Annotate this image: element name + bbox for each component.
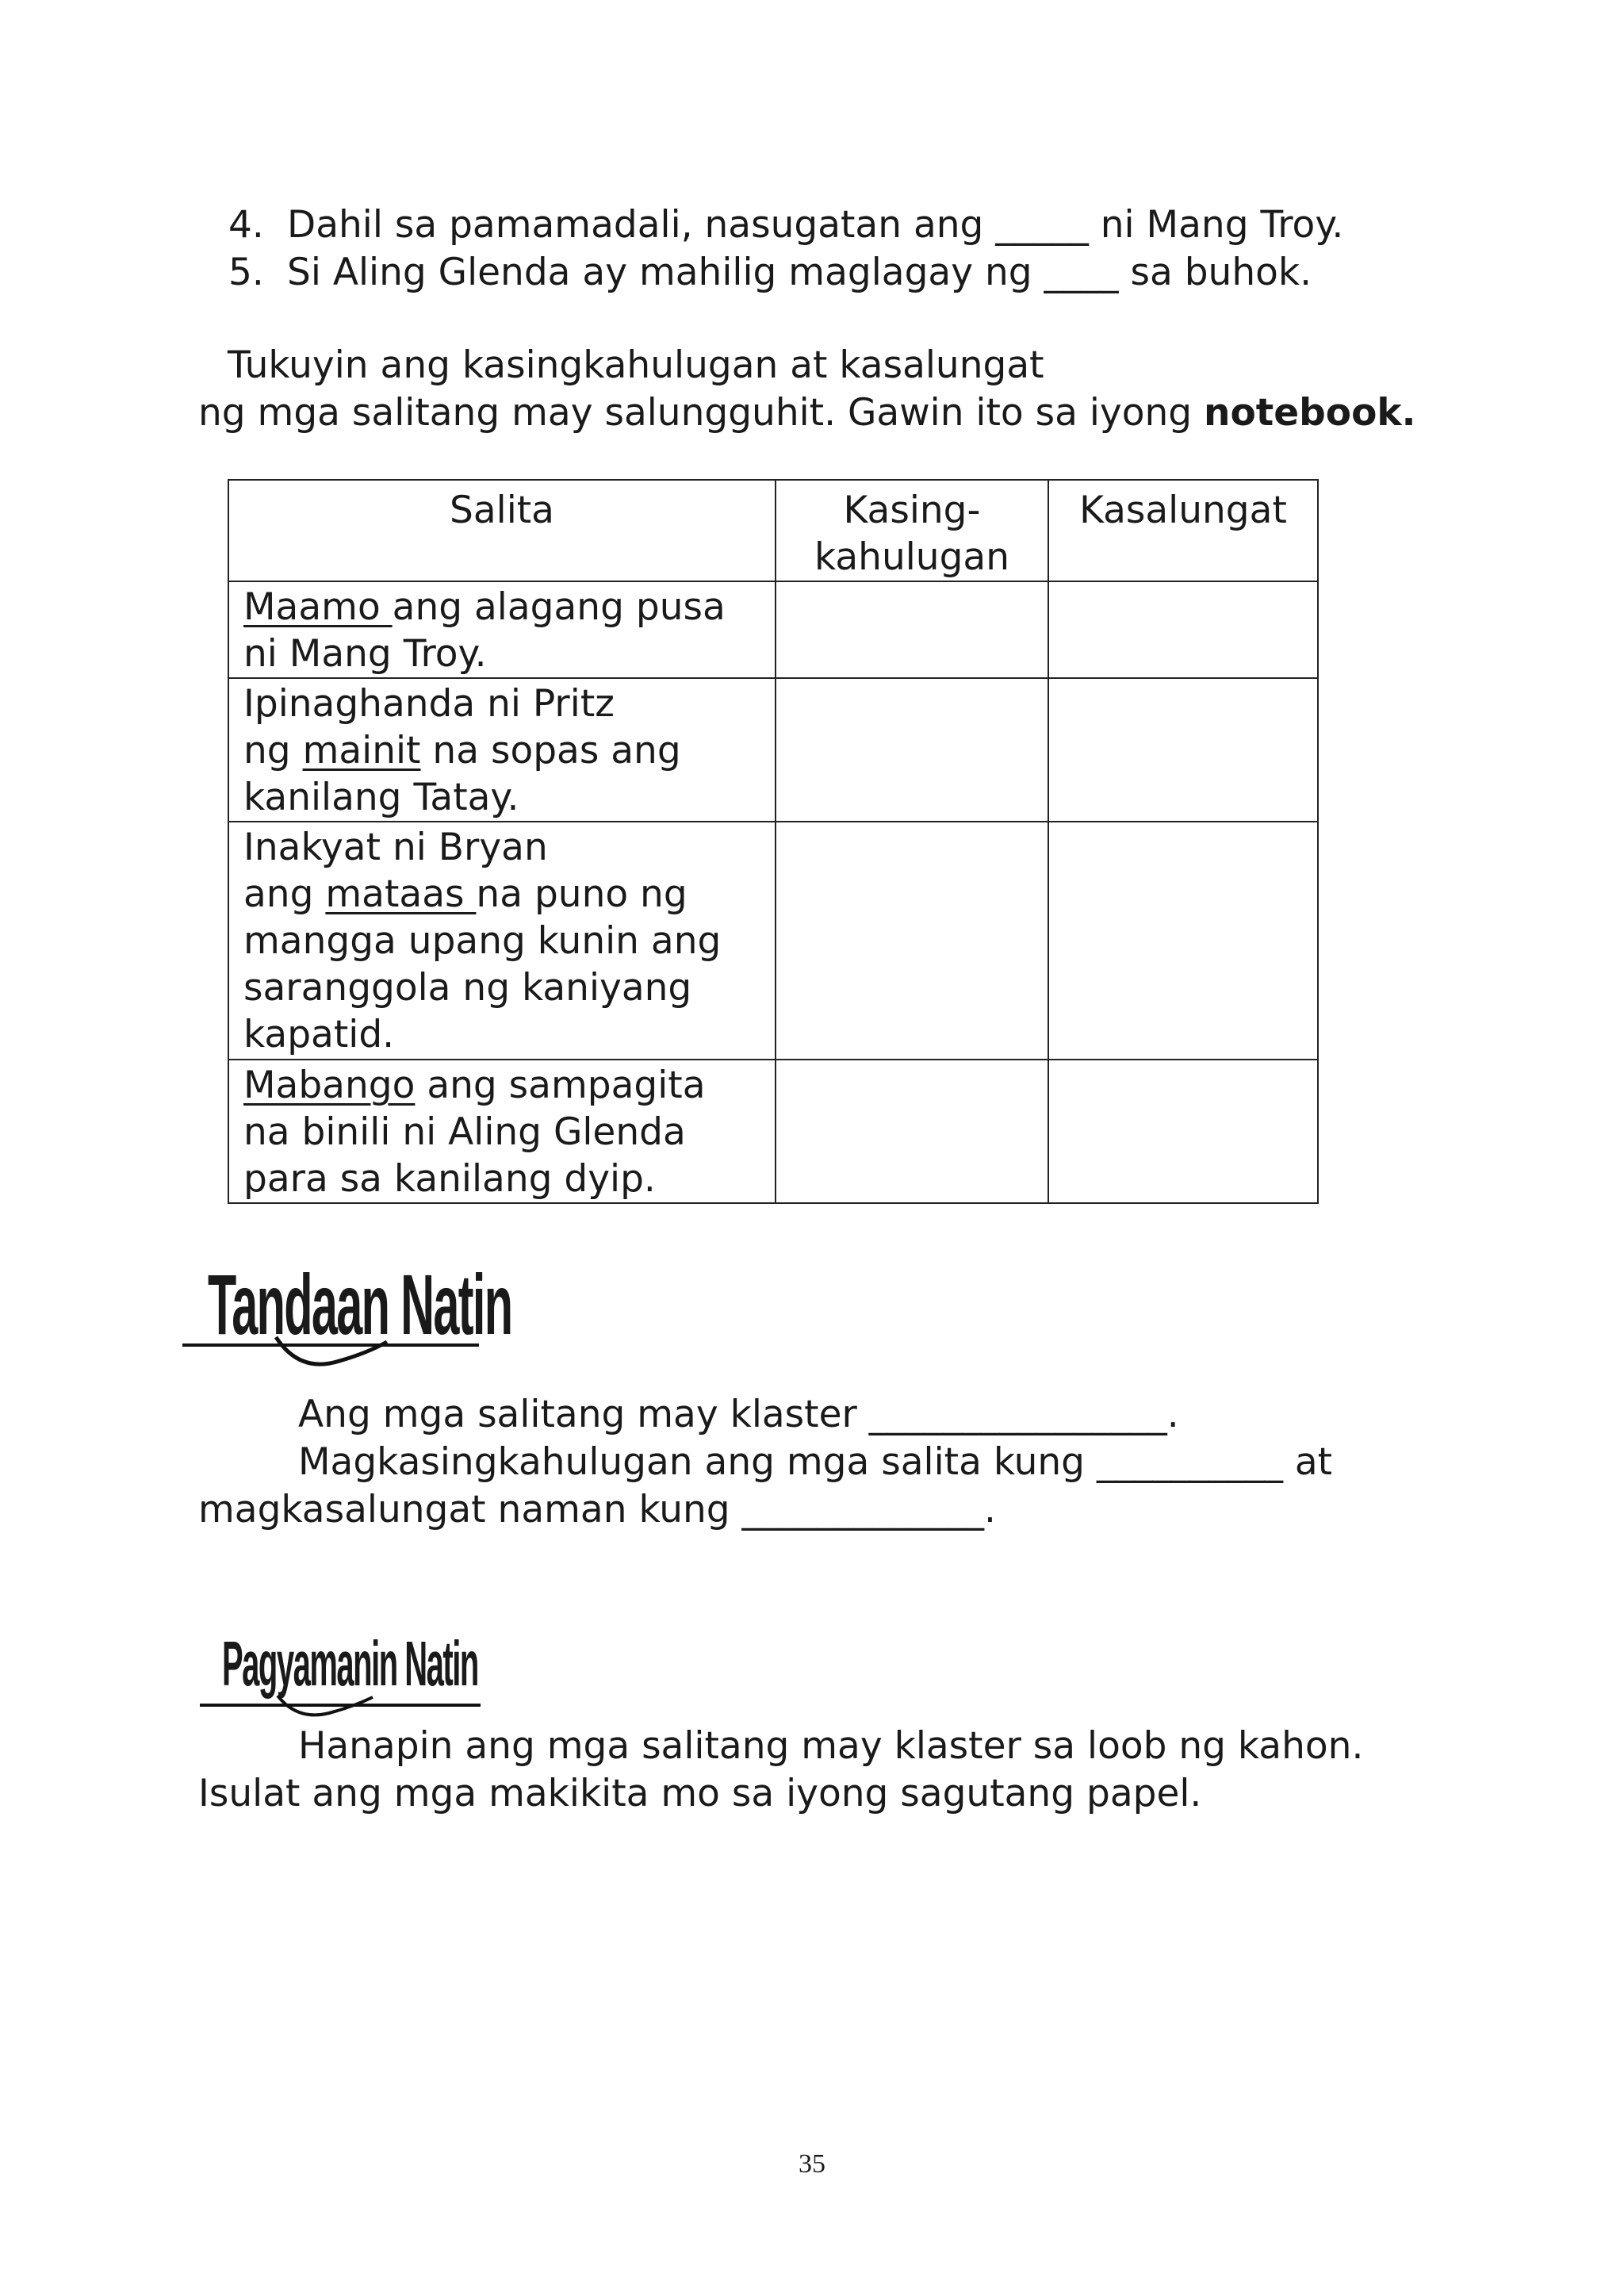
underlined-word: mataas (325, 872, 477, 916)
sentence-cell (228, 678, 776, 822)
item-4 (228, 202, 1343, 248)
sentence-text: ang (243, 872, 326, 916)
header-kasalungat: Kasalungat (1048, 480, 1318, 581)
synonym-antonym-table (228, 479, 1319, 1204)
page-number: 35 (799, 2149, 825, 2179)
pagyamanin-natin-heading: Pagyamanin Natin (222, 1628, 478, 1699)
item-number: 4. (228, 203, 264, 247)
table-header-row (228, 480, 1318, 581)
table-row (228, 822, 1318, 1060)
tandaan-line-2: Magkasingkahulugan ang mga salita kung __________ at (298, 1440, 1333, 1484)
sentence-cell (228, 581, 776, 678)
answer-cell-kasalungat[interactable] (1048, 1060, 1318, 1203)
header-kasing: Kasing- (843, 489, 981, 532)
underlined-word: mainit (302, 729, 421, 772)
heading-swoosh-decoration (181, 1332, 482, 1372)
tandaan-natin-heading: Tandaan Natin (208, 1256, 512, 1352)
sentence-text: na puno ng (476, 872, 688, 916)
sentence-text: para sa kanilang dyip. (243, 1157, 656, 1201)
sentence-text: Inakyat ni Bryan (243, 826, 548, 869)
sentence-text: mangga upang kunin ang (243, 919, 722, 963)
sentence-text: ng (243, 729, 303, 772)
item-text-end: ni Mang Troy. (1088, 203, 1344, 247)
sentence-text: kapatid. (243, 1013, 395, 1056)
answer-cell-kasingkahulugan[interactable] (776, 581, 1048, 678)
tandaan-line-1: Ang mga salitang may klaster ________________. (298, 1393, 1179, 1436)
answer-cell-kasingkahulugan[interactable] (776, 678, 1048, 822)
sentence-text: ang sampagita (415, 1064, 706, 1107)
instruction-line-2 (198, 390, 1415, 436)
table-row (228, 678, 1318, 822)
table-row (228, 581, 1318, 678)
answer-cell-kasalungat[interactable] (1048, 822, 1318, 1060)
instruction-line-1: Tukuyin ang kasingkahulugan at kasalungat (228, 343, 1044, 387)
item-5 (228, 250, 1312, 296)
header-kahulugan: kahulugan (814, 535, 1010, 579)
item-text-end: sa buhok. (1118, 251, 1312, 294)
answer-cell-kasingkahulugan[interactable] (776, 822, 1048, 1060)
answer-cell-kasalungat[interactable] (1048, 581, 1318, 678)
answer-blank: ____ (1044, 251, 1119, 294)
pagyamanin-line-2: Isulat ang mga makikita mo sa iyong sagutang papel. (198, 1772, 1202, 1815)
tandaan-line-3: magkasalungat naman kung _____________. (198, 1488, 997, 1531)
sentence-text: na sopas ang (420, 729, 681, 772)
underlined-word: Mabango (243, 1064, 416, 1107)
sentence-text: na binili ni Aling Glenda (243, 1110, 686, 1154)
answer-cell-kasingkahulugan[interactable] (776, 1060, 1048, 1203)
sentence-text: Ipinaghanda ni Pritz (243, 682, 615, 726)
sentence-cell (228, 1060, 776, 1203)
sentence-text: ni Mang Troy. (243, 632, 487, 676)
header-salita: Salita (228, 480, 776, 581)
instruction-text: ng mga salitang may salungguhit. Gawin ito sa iyong (198, 391, 1205, 435)
sentence-text: saranggola ng kaniyang (243, 966, 692, 1010)
header-kasingkahulugan (776, 480, 1048, 581)
heading-swoosh-decoration (198, 1689, 484, 1721)
table-row (228, 1060, 1318, 1203)
pagyamanin-line-1: Hanapin ang mga salitang may klaster sa loob ng kahon. (298, 1724, 1364, 1768)
sentence-text: kanilang Tatay. (243, 776, 519, 819)
notebook-emphasis: notebook. (1204, 391, 1416, 435)
item-number: 5. (228, 251, 264, 294)
answer-cell-kasalungat[interactable] (1048, 678, 1318, 822)
item-text: Dahil sa pamamadali, nasugatan ang (287, 203, 996, 247)
sentence-cell (228, 822, 776, 1060)
underlined-word: Maamo (243, 585, 393, 629)
answer-blank: _____ (995, 203, 1089, 247)
item-text: Si Aling Glenda ay mahilig maglagay ng (287, 251, 1044, 294)
sentence-text: ang alagang pusa (392, 585, 726, 629)
